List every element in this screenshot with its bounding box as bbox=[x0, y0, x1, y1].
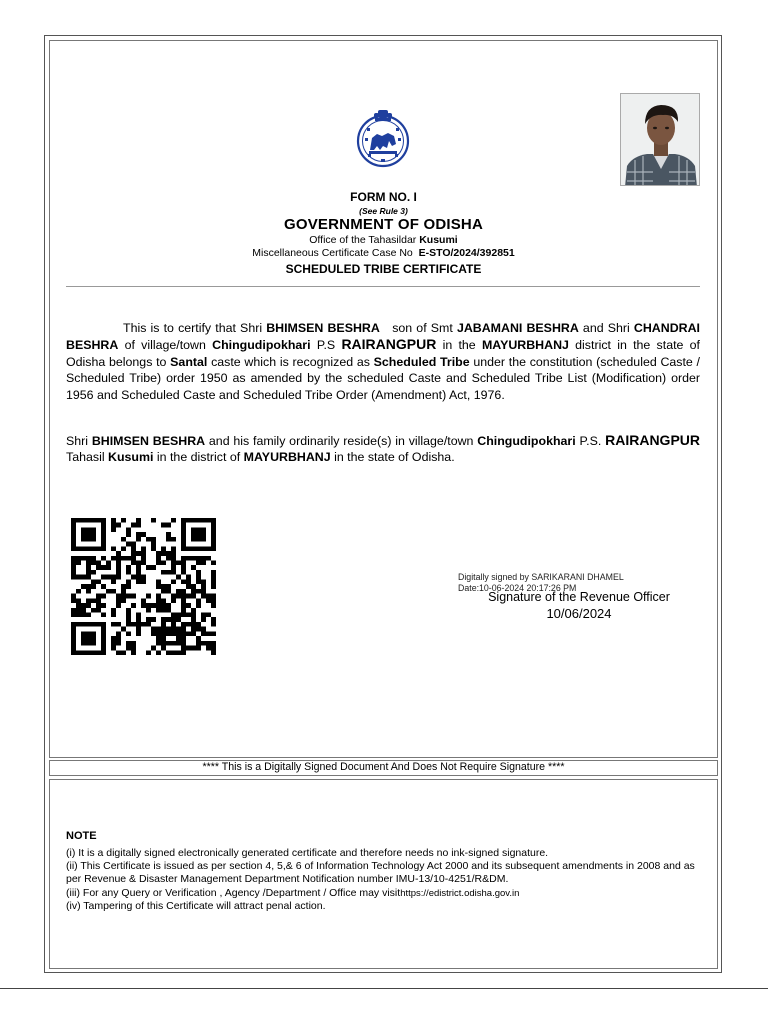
caste-category: Scheduled Tribe bbox=[373, 354, 470, 369]
office-line bbox=[49, 234, 718, 246]
police-station: RAIRANGPUR bbox=[341, 336, 437, 353]
rule-reference: (See Rule 3) bbox=[359, 206, 408, 216]
p1-text: caste which is recognized as bbox=[207, 354, 374, 369]
page-bottom-rule bbox=[0, 988, 768, 989]
case-number: E-STO/2024/392851 bbox=[418, 247, 515, 259]
p2-text: in the state of Odisha. bbox=[330, 450, 455, 465]
note-item: (iv) Tampering of this Certificate will attract penal action. bbox=[66, 899, 326, 912]
p2-text: P.S. bbox=[575, 434, 606, 448]
digital-sign-date: Date:10-06-2024 20:17:26 PM bbox=[458, 582, 577, 593]
p1-text: son of Smt bbox=[379, 321, 457, 335]
case-prefix: Miscellaneous Certificate Case No bbox=[252, 247, 413, 259]
certificate-title: SCHEDULED TRIBE CERTIFICATE bbox=[285, 262, 482, 276]
village-name: Chingudipokhari bbox=[477, 434, 576, 448]
p1-text: under the constitution (scheduled Caste / Scheduled Tribe) order 1950 as amended by the scheduled Caste and Scheduled Tribe List (Modification) order 1956 and Scheduled Caste and Scheduled Tribe Order (Amendment) Act, 1976. bbox=[66, 354, 700, 402]
p1-text: This is to certify that Shri bbox=[123, 321, 267, 335]
office-prefix: Office of the Tahasildar bbox=[309, 234, 417, 246]
edistrict-link[interactable]: https://edistrict.odisha.gov.in bbox=[400, 887, 520, 899]
p2-text: Tahasil bbox=[66, 450, 109, 465]
signature-title: Signature of the Revenue Officer bbox=[488, 590, 670, 604]
p1-text: P.S bbox=[310, 338, 342, 353]
tahasil-name: Kusumi bbox=[108, 450, 154, 465]
digital-signer: Digitally signed by SARIKARANI DHAMEL bbox=[458, 572, 624, 582]
p2-text: Shri bbox=[66, 434, 92, 448]
p1-text: and Shri bbox=[578, 321, 634, 335]
office-name: Kusumi bbox=[419, 234, 458, 246]
note-item-text: (iii) For any Query or Verification , Agency /Department / Office may visit bbox=[66, 886, 401, 899]
note-item: (ii) This Certificate is issued as per section 4, 5,& 6 of Information Technology Act 2000 and its subsequent amendments in 2008 and as per Revenue & Disaster Management Department Notification number IMU-13/10-4251/R&DM. bbox=[66, 860, 695, 886]
holder-name: BHIMSEN BESHRA bbox=[266, 321, 380, 335]
district-name: MAYURBHANJ bbox=[481, 338, 569, 353]
digital-signed-banner: **** This is a Digitally Signed Document And Does Not Require Signature **** bbox=[202, 761, 565, 773]
note-item bbox=[66, 887, 706, 900]
police-station: RAIRANGPUR bbox=[605, 432, 700, 448]
note-title: NOTE bbox=[66, 830, 97, 842]
header-divider bbox=[66, 286, 700, 287]
government-title: GOVERNMENT OF ODISHA bbox=[283, 216, 483, 233]
p1-text: district in the state of Odisha belongs to bbox=[66, 338, 701, 369]
village-name: Chingudipokhari bbox=[212, 338, 311, 353]
odisha-government-emblem-icon bbox=[354, 108, 412, 168]
note-body bbox=[66, 847, 706, 913]
p2-text: in the district of bbox=[153, 450, 244, 465]
applicant-photo bbox=[620, 93, 700, 186]
p1-text: in the bbox=[436, 338, 482, 353]
qr-modules bbox=[71, 518, 216, 655]
case-line bbox=[49, 247, 718, 259]
form-number: FORM NO. I bbox=[350, 190, 417, 204]
father-name: CHANDRAI BESHRA bbox=[66, 321, 700, 353]
district-name: MAYURBHANJ bbox=[243, 450, 331, 465]
note-item: (i) It is a digitally signed electronically generated certificate and therefore needs no ink-signed signature. bbox=[66, 847, 549, 859]
certification-paragraph bbox=[66, 320, 700, 403]
caste-name: Santal bbox=[170, 354, 208, 369]
qr-code-icon[interactable] bbox=[71, 518, 216, 655]
signature-date: 10/06/2024 bbox=[546, 606, 612, 621]
p1-text: of village/town bbox=[118, 338, 213, 353]
holder-name: BHIMSEN BESHRA bbox=[91, 434, 206, 448]
p2-text: and his family ordinarily reside(s) in village/town bbox=[205, 434, 478, 448]
mother-name: JABAMANI BESHRA bbox=[456, 321, 579, 335]
residence-paragraph bbox=[66, 432, 700, 466]
